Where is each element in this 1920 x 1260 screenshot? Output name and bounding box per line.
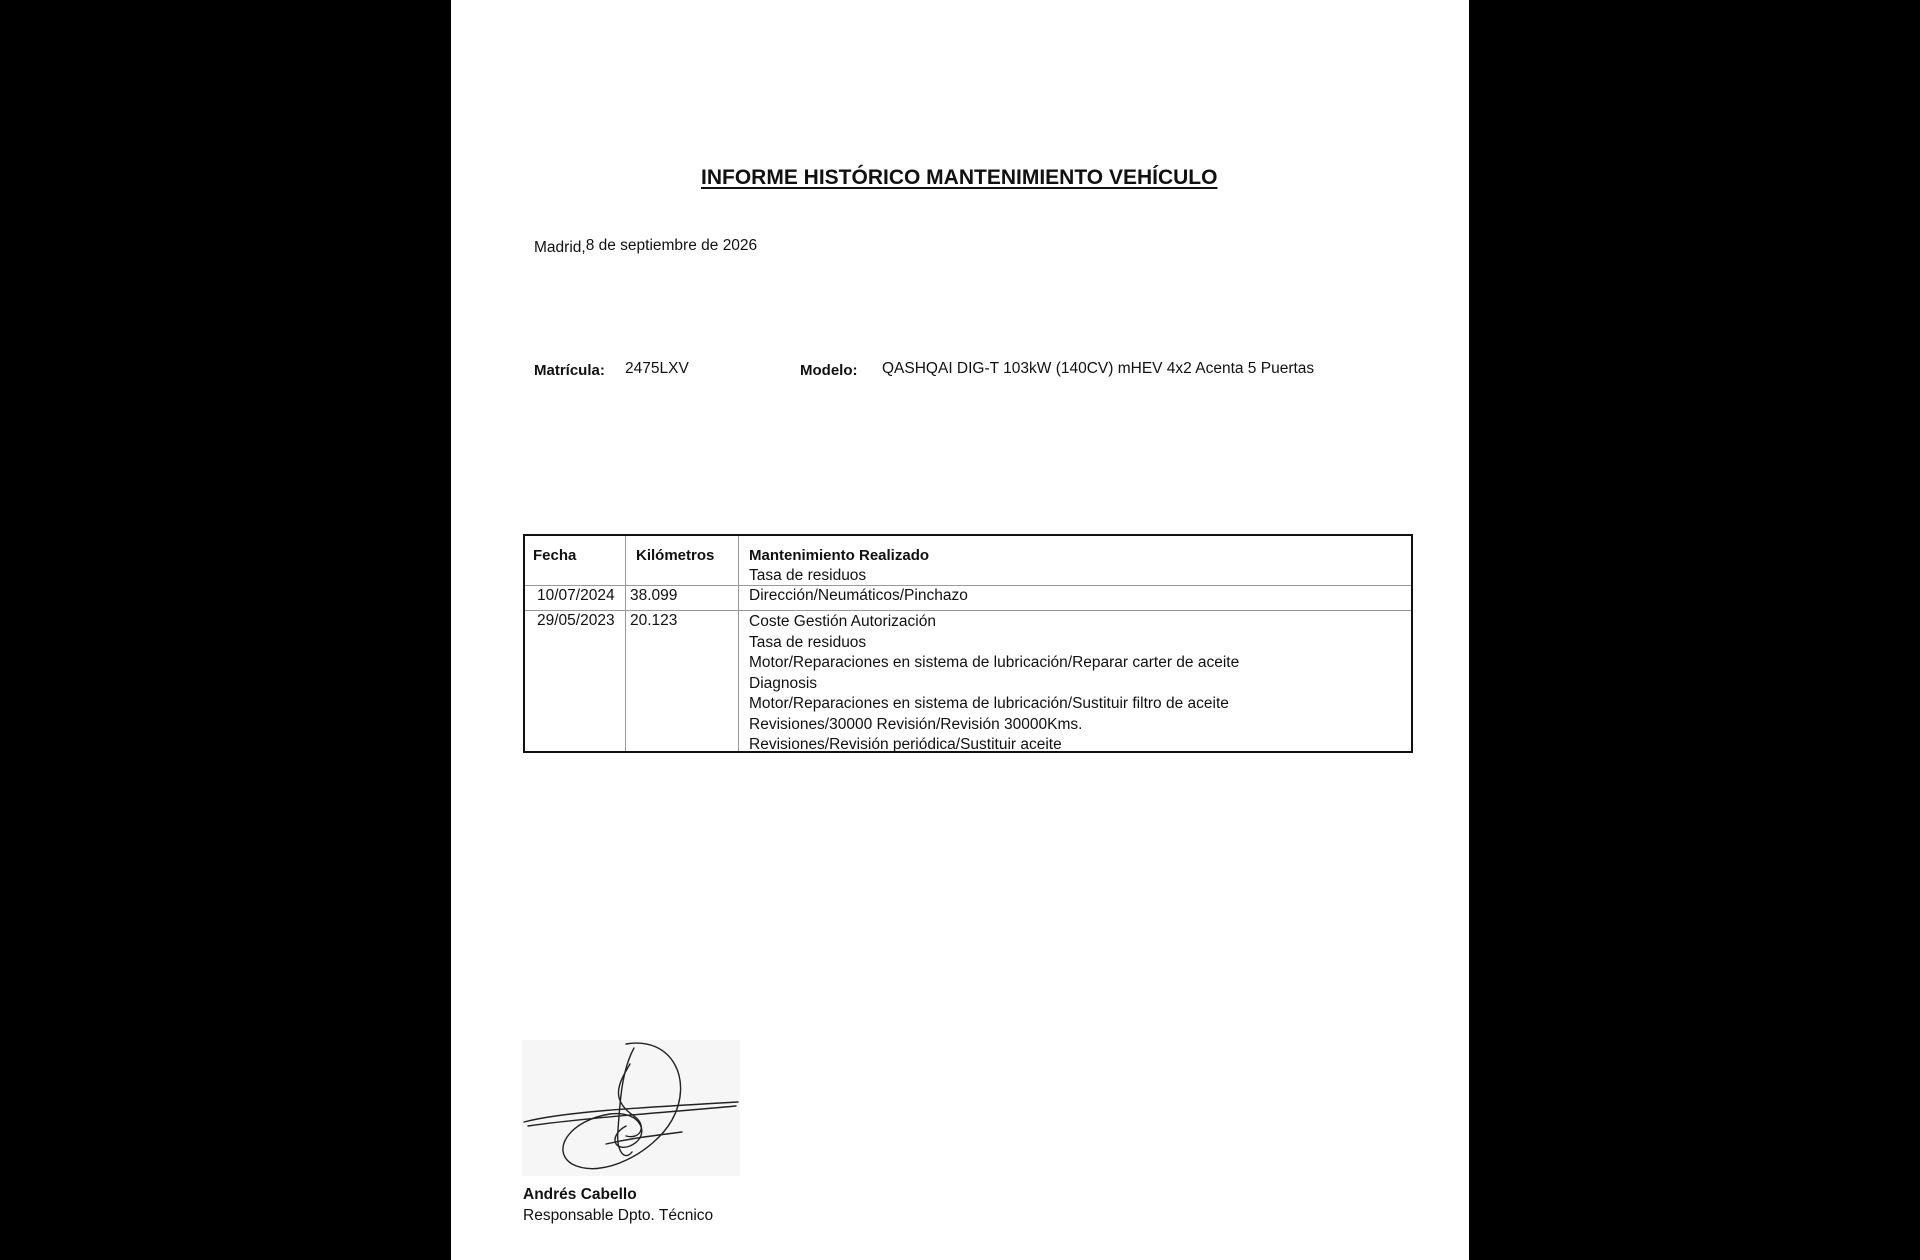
header-kilometros: Kilómetros xyxy=(636,547,715,564)
row-2-item: Revisiones/Revisión periódica/Sustituir aceite xyxy=(749,736,1062,753)
column-divider xyxy=(738,536,739,751)
row-2-fecha: 29/05/2023 xyxy=(537,612,615,629)
signer-role: Responsable Dpto. Técnico xyxy=(523,1207,714,1224)
maintenance-table xyxy=(523,534,1413,753)
pre-item: Tasa de residuos xyxy=(749,567,867,584)
date-line xyxy=(534,237,757,255)
row-2-item: Coste Gestión Autorización xyxy=(749,613,936,630)
row-2-km: 20.123 xyxy=(630,612,678,629)
row-2-item: Revisiones/30000 Revisión/Revisión 30000Kms. xyxy=(749,715,1083,733)
report-title: INFORME HISTÓRICO MANTENIMIENTO VEHÍCULO xyxy=(701,166,1218,189)
document-page xyxy=(451,0,1469,1260)
signer-name: Andrés Cabello xyxy=(523,1186,637,1203)
model-label: Modelo: xyxy=(800,362,858,379)
row-2-item: Motor/Reparaciones en sistema de lubricación/Reparar carter de aceite xyxy=(749,654,1240,671)
header-mantenimiento: Mantenimiento Realizado xyxy=(749,547,930,564)
row-2-item: Diagnosis xyxy=(749,674,818,692)
row-1-item: Dirección/Neumáticos/Pinchazo xyxy=(749,587,968,604)
signature-image xyxy=(522,1040,740,1176)
row-1-km: 38.099 xyxy=(630,587,678,604)
city: Madrid, xyxy=(534,239,586,256)
header-fecha: Fecha xyxy=(533,547,577,564)
row-1-fecha: 10/07/2024 xyxy=(537,587,615,604)
row-2-item: Motor/Reparaciones en sistema de lubricación/Sustituir filtro de aceite xyxy=(749,695,1229,712)
model-value: QASHQAI DIG-T 103kW (140CV) mHEV 4x2 Acenta 5 Puertas xyxy=(882,360,1315,377)
row-2-item: Tasa de residuos xyxy=(749,633,867,651)
plate-value: 2475LXV xyxy=(625,360,689,377)
column-divider xyxy=(625,536,626,751)
report-date: 8 de septiembre de 2026 xyxy=(585,237,758,254)
plate-label: Matrícula: xyxy=(534,362,605,379)
